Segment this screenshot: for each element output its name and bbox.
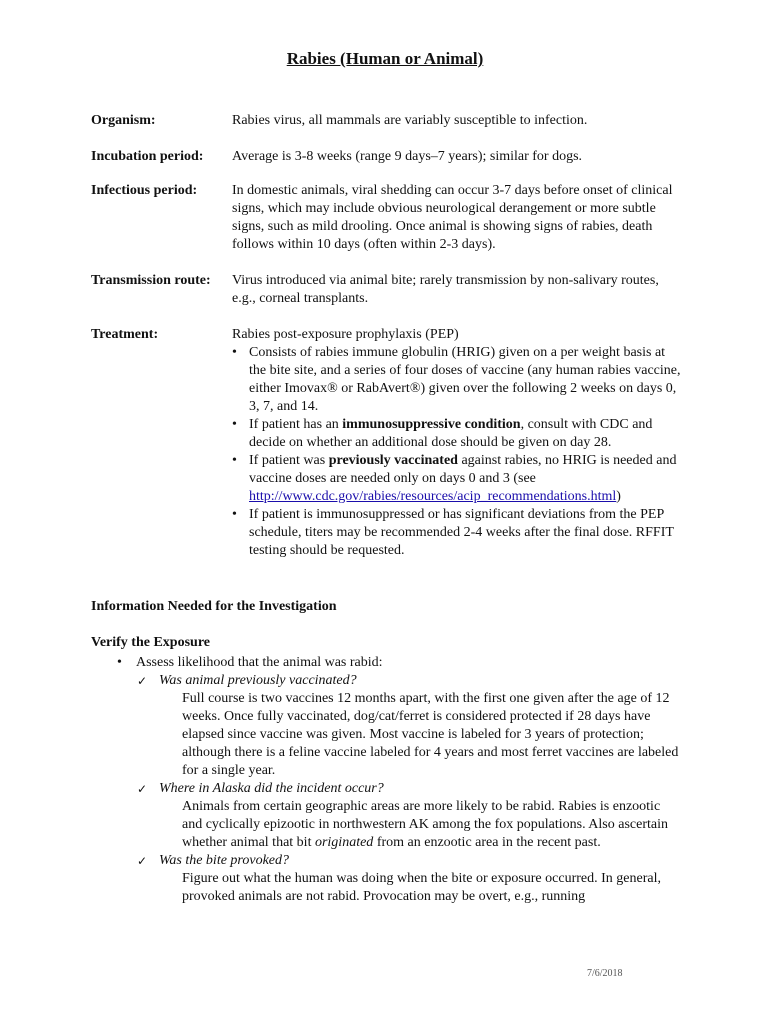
originated-emphasis: originated — [314, 835, 374, 850]
answer-text: Figure out what the human was doing when the bite or exposure occurred. In general, provoked animals are not rabid. Provocation may be overt, e.g., running — [182, 871, 661, 904]
list-item — [232, 416, 681, 452]
list-item — [91, 654, 681, 672]
organism-row — [91, 112, 681, 130]
treatment-bullet-text: ) — [616, 489, 621, 504]
treatment-bullet-text: If patient is immunosuppressed or has significant deviations from the PEP schedule, titers may be recommended 2-4 weeks after the final dose. RFFIT testing should be requested. — [249, 507, 674, 558]
assess-text: Assess likelihood that the animal was rabid: — [136, 655, 383, 670]
transmission-value: Virus introduced via animal bite; rarely transmission by non-salivary routes, e.g., corneal transplants. — [232, 273, 659, 306]
checkmark-icon: ✓ — [137, 674, 148, 688]
answer-text: from an enzootic area in the recent past. — [373, 835, 601, 850]
previously-vaccinated-emphasis: previously vaccinated — [328, 453, 458, 468]
page-title: Rabies (Human or Animal) — [286, 49, 484, 68]
transmission-label: Transmission route: — [91, 273, 211, 288]
treatment-row — [91, 326, 681, 560]
transmission-row — [91, 272, 681, 308]
question-text: Where in Alaska did the incident occur? — [159, 781, 384, 796]
infectious-row — [91, 182, 681, 254]
question-item — [91, 852, 681, 870]
incubation-label: Incubation period: — [91, 149, 204, 164]
treatment-value — [232, 326, 681, 560]
question-text: Was the bite provoked? — [159, 853, 289, 868]
question-item — [91, 780, 681, 798]
treatment-list — [232, 344, 681, 560]
incubation-value: Average is 3-8 weeks (range 9 days–7 years); similar for dogs. — [232, 149, 583, 164]
bullet-icon: • — [232, 417, 237, 432]
treatment-label: Treatment: — [91, 327, 159, 342]
answer-block — [91, 798, 681, 852]
verify-exposure-heading: Verify the Exposure — [91, 635, 210, 650]
infectious-label: Infectious period: — [91, 183, 198, 198]
organism-label: Organism: — [91, 113, 156, 128]
answer-text: Full course is two vaccines 12 months apart, with the first one given after the age of 12 weeks. Once fully vaccinated, dog/cat/ferret is considered protected if 28 days have elapsed since vaccine was given. Most vaccine is labeled for 3 years of protection; although there is a feline vaccine labeled for 4 years and most ferret vaccines are labeled for a single year. — [182, 691, 679, 778]
list-item — [232, 344, 681, 416]
immunosuppressive-emphasis: immunosuppressive condition — [342, 417, 521, 432]
treatment-bullet-text: If patient was — [249, 453, 329, 468]
verify-exposure-section — [91, 654, 681, 906]
organism-value: Rabies virus, all mammals are variably susceptible to infection. — [232, 113, 588, 128]
treatment-intro: Rabies post-exposure prophylaxis (PEP) — [232, 327, 459, 342]
treatment-bullet-text: If patient has an — [249, 417, 343, 432]
answer-text: Animals from certain geographic areas are more likely to be rabid. Rabies is enzootic and cyclically epizootic in northwestern AK among the fox populations. Also ascertain whether animal that bit — [182, 799, 668, 850]
footer-date: 7/6/2018 — [587, 968, 623, 979]
checkmark-icon: ✓ — [137, 782, 148, 796]
info-needed-heading: Information Needed for the Investigation — [91, 599, 337, 614]
incubation-row — [91, 148, 681, 166]
list-item — [232, 506, 681, 560]
treatment-bullet-text: against rabies, no HRIG is needed and vaccine doses are needed only on days 0 and 3 (see — [249, 453, 677, 486]
treatment-bullet-text: , consult with CDC and decide on whether an additional dose should be given on day 28. — [249, 417, 653, 450]
cdc-acip-link[interactable]: http://www.cdc.gov/rabies/resources/acip_recommendations.html — [249, 489, 617, 504]
question-text: Was animal previously vaccinated? — [159, 673, 357, 688]
bullet-icon: • — [117, 655, 122, 670]
bullet-icon: • — [232, 345, 237, 360]
bullet-icon: • — [232, 507, 237, 522]
list-item — [232, 452, 681, 506]
checkmark-icon: ✓ — [137, 854, 148, 868]
infectious-value: In domestic animals, viral shedding can occur 3-7 days before onset of clinical signs, which may include obvious neurological derangement or more subtle signs, such as mild drooling. Once animal is showing signs of rabies, death follows within 10 days (often within 2-3 days). — [232, 183, 673, 252]
question-item — [91, 672, 681, 690]
bullet-icon: • — [232, 453, 237, 468]
treatment-bullet-text: Consists of rabies immune globulin (HRIG) given on a per weight basis at the bite site, and a series of four doses of vaccine (any human rabies vaccine, either Imovax® or RabAvert®) given over the following 2 weeks on days 0, 3, 7, and 14. — [249, 345, 681, 414]
